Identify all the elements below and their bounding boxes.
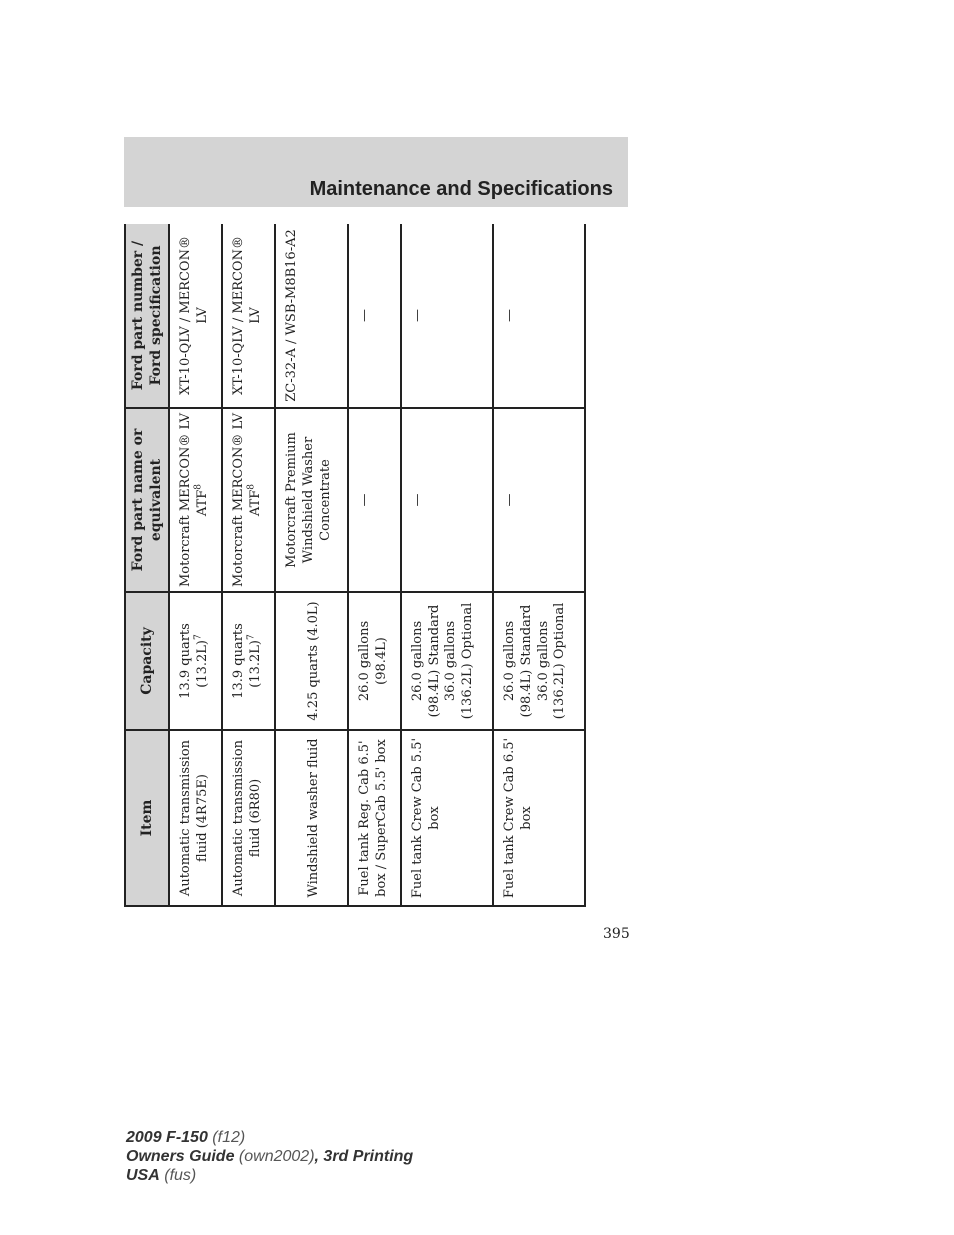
cell-item: Windshield washer fluid xyxy=(275,730,348,906)
capacities-table xyxy=(124,224,586,907)
cell-part-name: — xyxy=(348,408,401,592)
cell-capacity: 13.9 quarts $(13.2L)^7$ xyxy=(222,592,275,730)
cell-part-name: Motorcraft MERCON® LV ATF$^8$ xyxy=(222,408,275,592)
cell-part-name: — xyxy=(493,408,585,592)
rotated-table xyxy=(124,224,586,907)
table-row xyxy=(222,224,275,906)
cell-capacity: 26.0 gallons (98.4L) Standard 36.0 gallons (136.2L) Optional xyxy=(493,592,585,730)
table-header-row xyxy=(125,224,169,906)
cell-part-name: — xyxy=(401,408,493,592)
cell-item: Automatic transmission fluid (4R75E) xyxy=(169,730,222,906)
section-title: Maintenance and Specifications xyxy=(309,178,613,200)
table-row xyxy=(401,224,493,906)
table-row xyxy=(169,224,222,906)
table-row xyxy=(348,224,401,906)
cell-capacity: 4.25 quarts (4.0L) xyxy=(275,592,348,730)
page-number: 395 xyxy=(603,926,630,942)
cell-item: Fuel tank Crew Cab 5.5' box xyxy=(401,730,493,906)
footer-line-region: USA (fus) xyxy=(126,1167,197,1184)
cell-item: Automatic transmission fluid (6R80) xyxy=(222,730,275,906)
column-header-capacity: Capacity xyxy=(125,592,169,730)
cell-part-number: — xyxy=(401,224,493,408)
cell-part-number: XT-10-QLV / MERCON® LV xyxy=(222,224,275,408)
cell-part-number: XT-10-QLV / MERCON® LV xyxy=(169,224,222,408)
cell-item: Fuel tank Reg. Cab 6.5' box / SuperCab 5.5' box xyxy=(348,730,401,906)
column-header-part-number: Ford part number / Ford specification xyxy=(125,224,169,408)
cell-capacity: 26.0 gallons (98.4L) xyxy=(348,592,401,730)
footer-line-guide: Owners Guide (own2002), 3rd Printing xyxy=(126,1148,414,1165)
cell-part-number: — xyxy=(348,224,401,408)
footer xyxy=(126,1128,413,1185)
cell-part-number: ZC-32-A / WSB-M8B16-A2 xyxy=(275,224,348,408)
cell-item: Fuel tank Crew Cab 6.5' box xyxy=(493,730,585,906)
cell-capacity: 13.9 quarts $(13.2L)^7$ xyxy=(169,592,222,730)
table-row xyxy=(493,224,585,906)
cell-capacity: 26.0 gallons (98.4L) Standard 36.0 gallons (136.2L) Optional xyxy=(401,592,493,730)
header-band xyxy=(124,137,628,207)
cell-part-number: — xyxy=(493,224,585,408)
cell-part-name: Motorcraft MERCON® LV ATF$^8$ xyxy=(169,408,222,592)
column-header-part-name: Ford part name or equivalent xyxy=(125,408,169,592)
table-row xyxy=(275,224,348,906)
footer-line-model: 2009 F-150 (f12) xyxy=(126,1129,246,1146)
spec-table-container xyxy=(124,224,586,907)
cell-part-name: Motorcraft Premium Windshield Washer Concentrate xyxy=(275,408,348,592)
column-header-item: Item xyxy=(125,730,169,906)
